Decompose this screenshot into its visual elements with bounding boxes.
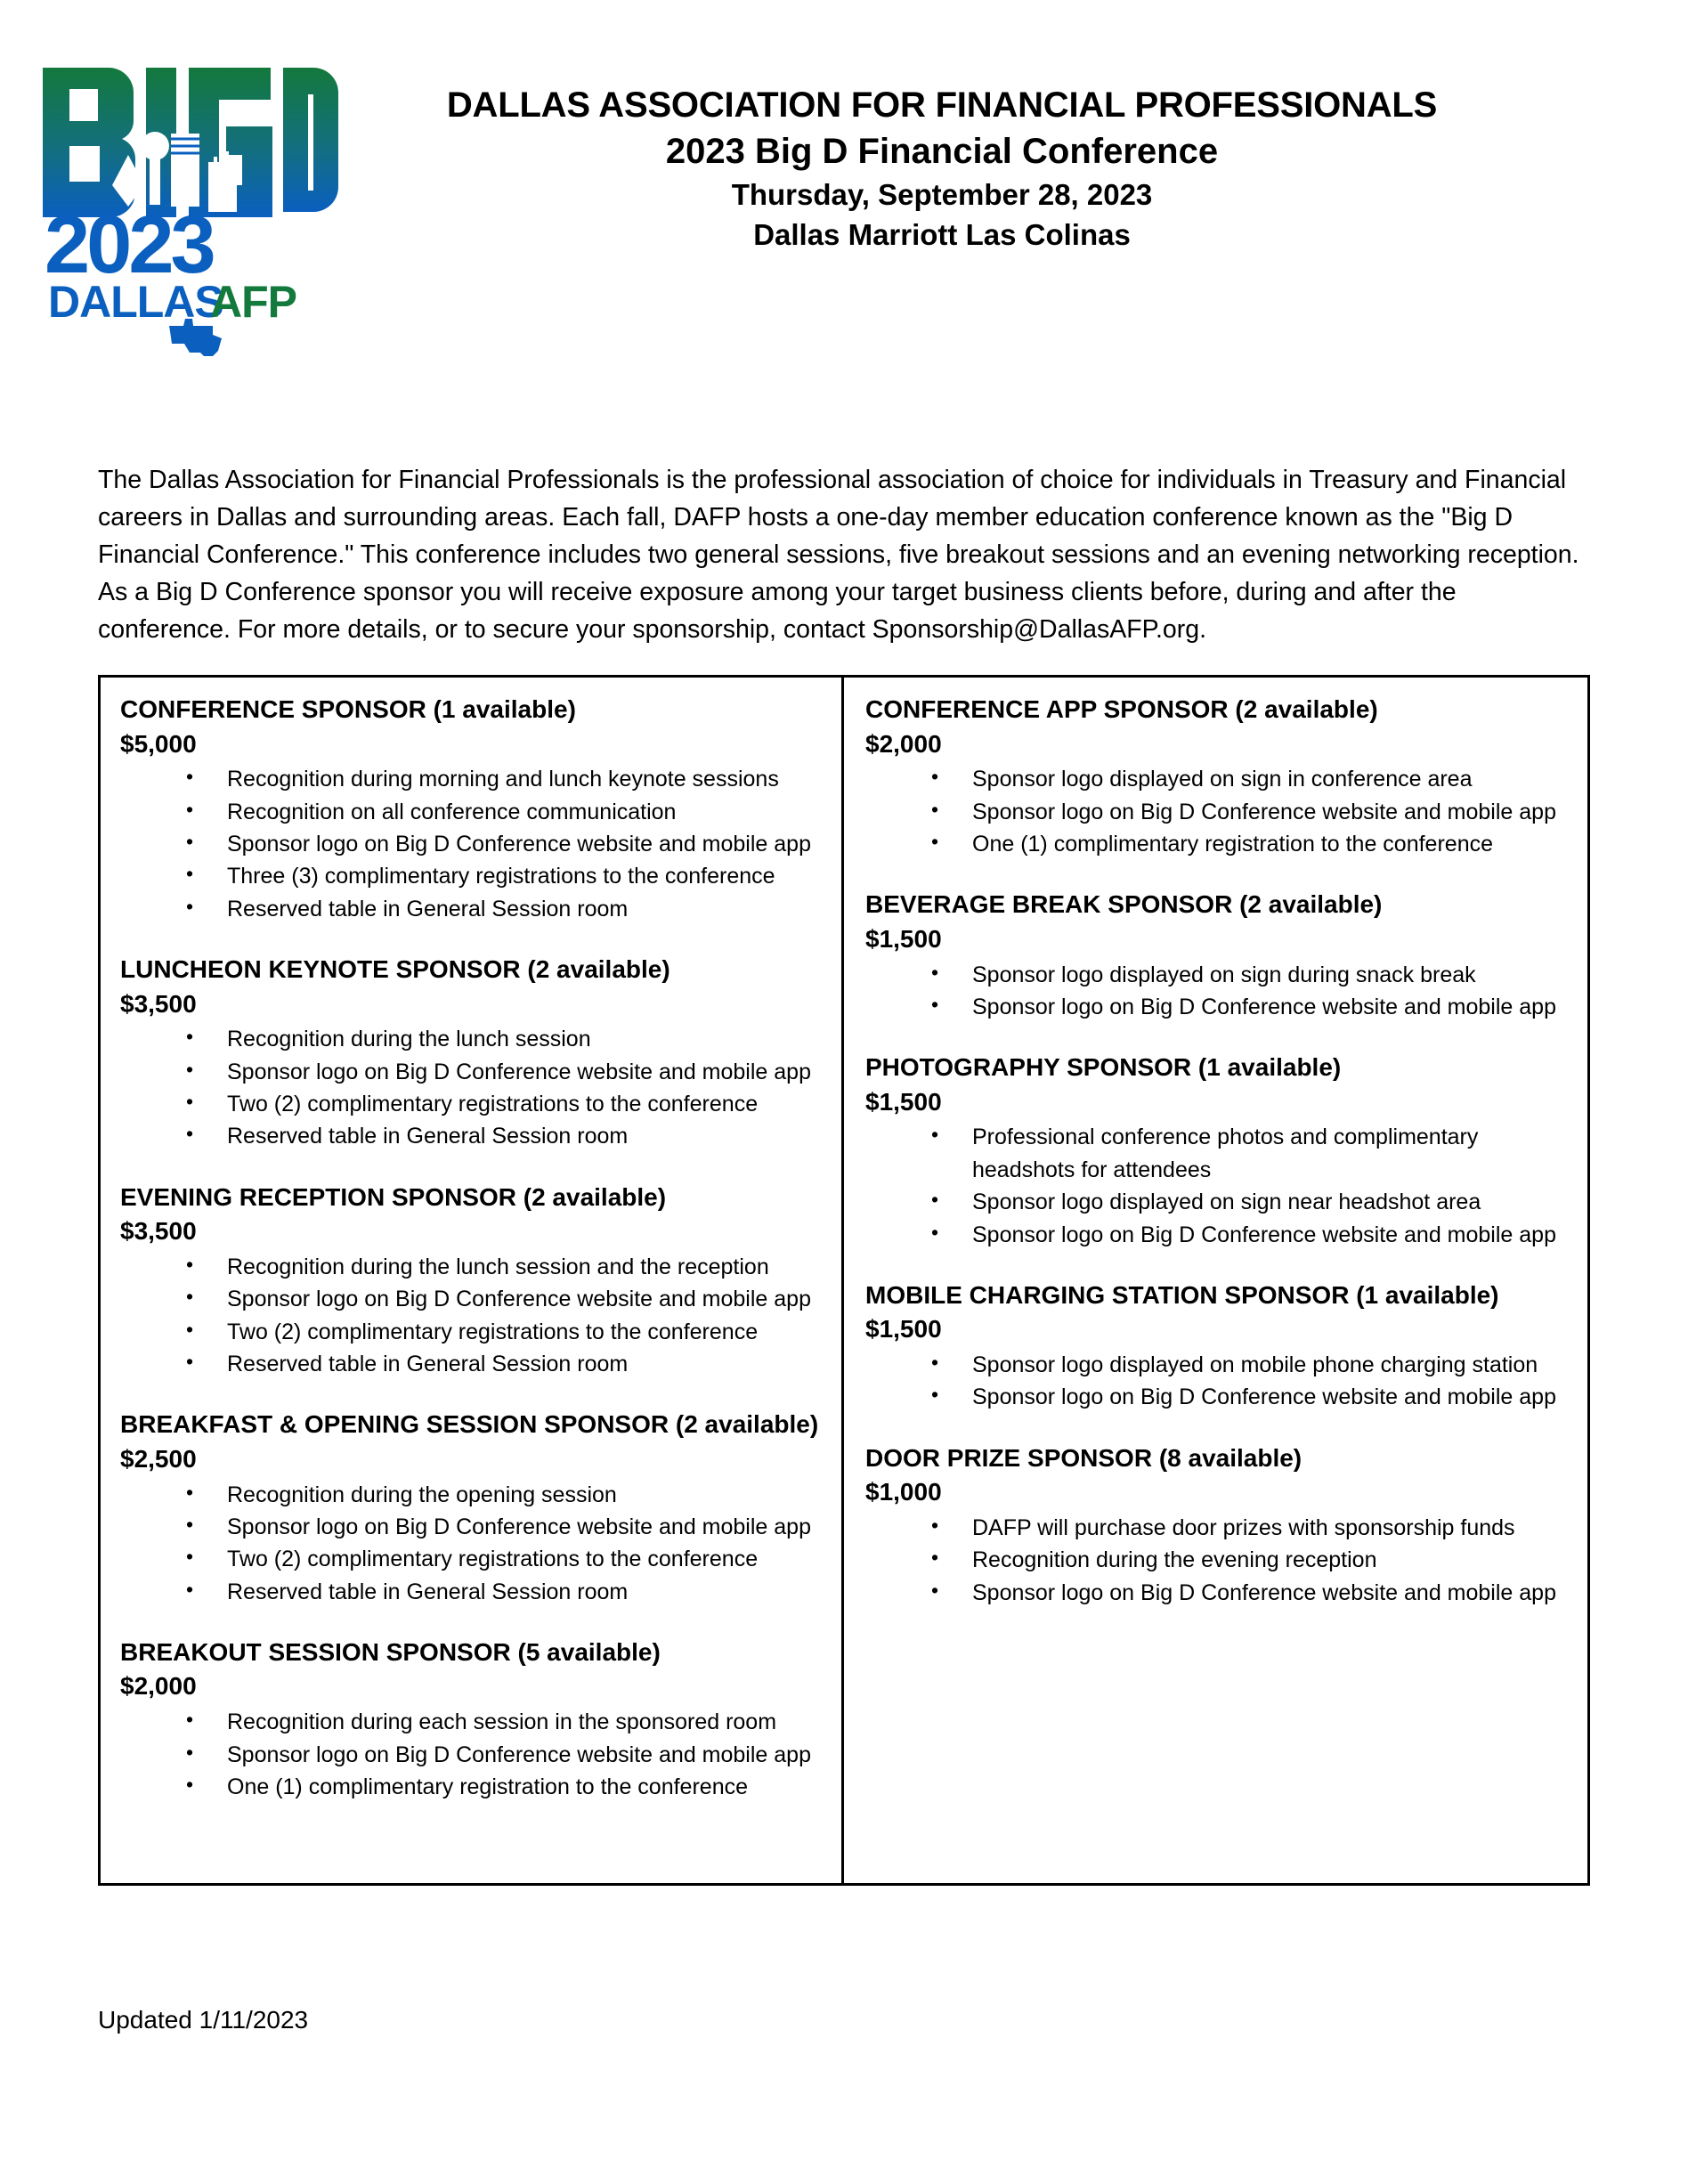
sponsor-tier bbox=[120, 1636, 832, 1803]
sponsor-benefit-item: • Sponsor logo on Big D Conference website and mobile app bbox=[931, 1381, 1578, 1413]
sponsor-tier bbox=[120, 1181, 832, 1381]
sponsor-benefit-list bbox=[865, 959, 1578, 1024]
sponsorship-left-column bbox=[101, 678, 844, 1883]
conference-date: Thursday, September 28, 2023 bbox=[731, 177, 1153, 211]
sponsor-tier-name: EVENING RECEPTION SPONSOR (2 available) bbox=[120, 1182, 667, 1211]
svg-text:2023: 2023 bbox=[45, 199, 213, 290]
sponsor-tier-name: BREAKFAST & OPENING SESSION SPONSOR (2 available) bbox=[120, 1410, 819, 1439]
sponsor-tier-name: DOOR PRIZE SPONSOR (8 available) bbox=[865, 1443, 1303, 1472]
sponsor-benefit-list bbox=[120, 1479, 832, 1609]
sponsor-benefit-item: • Sponsor logo displayed on sign in conference area bbox=[931, 763, 1578, 795]
sponsor-benefit-item: • Recognition during morning and lunch keynote sessions bbox=[186, 763, 832, 795]
document-header bbox=[0, 0, 1688, 356]
sponsor-benefit-item: • DAFP will purchase door prizes with sponsorship funds bbox=[931, 1512, 1578, 1544]
sponsor-benefit-item: • Sponsor logo on Big D Conference website and mobile app bbox=[186, 1511, 832, 1543]
svg-text:DALLAS: DALLAS bbox=[48, 277, 223, 327]
sponsor-benefit-list bbox=[865, 1349, 1578, 1414]
sponsor-benefit-item: • Sponsor logo on Big D Conference website and mobile app bbox=[931, 796, 1578, 828]
sponsor-benefit-list bbox=[120, 763, 832, 925]
sponsor-benefit-item: • Sponsor logo on Big D Conference website and mobile app bbox=[186, 1056, 832, 1088]
dallas-afp-logo bbox=[0, 62, 356, 356]
sponsor-tier-price: $5,000 bbox=[120, 729, 197, 758]
sponsor-tier-price: $3,500 bbox=[120, 989, 197, 1018]
sponsor-benefit-item: • Recognition during each session in the sponsored room bbox=[186, 1706, 832, 1738]
sponsor-tier-price: $1,500 bbox=[865, 1087, 942, 1116]
conference-title-block bbox=[356, 62, 1688, 256]
sponsor-benefit-list bbox=[120, 1706, 832, 1803]
sponsor-benefit-item: • Sponsor logo displayed on mobile phone charging station bbox=[931, 1349, 1578, 1381]
sponsor-benefit-item: • One (1) complimentary registration to the conference bbox=[931, 828, 1578, 860]
sponsor-tier bbox=[865, 1051, 1578, 1251]
sponsor-tier-price: $3,500 bbox=[120, 1217, 197, 1246]
sponsor-tier-name: BREAKOUT SESSION SPONSOR (5 available) bbox=[120, 1638, 661, 1667]
sponsor-benefit-item: • Sponsor logo on Big D Conference website and mobile app bbox=[931, 1577, 1578, 1609]
sponsor-benefit-list bbox=[120, 1023, 832, 1153]
organization-name: DALLAS ASSOCIATION FOR FINANCIAL PROFESSIONALS bbox=[446, 85, 1438, 125]
sponsor-benefit-item: • Reserved table in General Session room bbox=[186, 1576, 832, 1608]
sponsor-benefit-list bbox=[120, 1251, 832, 1381]
sponsor-benefit-item: • Recognition during the evening reception bbox=[931, 1544, 1578, 1576]
sponsor-tier bbox=[865, 1279, 1578, 1414]
intro-paragraph: The Dallas Association for Financial Professionals is the professional association of choice for individuals in Treasury and Financial careers in Dallas and surrounding areas. Each fall, DAFP hosts a one-day member education conference known as the "Big D Financial Conference." This conference includes two general sessions, five breakout sessions and an evening networking reception. As a Big D Conference sponsor you will receive exposure among your target business clients before, during and after the conference. For more details, or to secure your sponsorship, contact Sponsorship@DallasAFP.org. bbox=[98, 466, 1579, 645]
sponsor-tier bbox=[120, 694, 832, 925]
sponsor-benefit-item: • Two (2) complimentary registrations to the conference bbox=[186, 1543, 832, 1575]
sponsorship-right-column bbox=[844, 678, 1587, 1883]
sponsor-tier-name: MOBILE CHARGING STATION SPONSOR (1 available) bbox=[865, 1280, 1499, 1309]
sponsor-benefit-item: • Recognition during the lunch session bbox=[186, 1023, 832, 1055]
big-d-2023-logo-graphic bbox=[36, 62, 338, 356]
sponsor-benefit-item: • Sponsor logo on Big D Conference website and mobile app bbox=[186, 1283, 832, 1315]
sponsor-benefit-list bbox=[865, 1121, 1578, 1251]
sponsor-benefit-item: • Reserved table in General Session room bbox=[186, 893, 832, 925]
sponsor-tier bbox=[865, 1442, 1578, 1609]
sponsor-benefit-item: • Two (2) complimentary registrations to the conference bbox=[186, 1316, 832, 1348]
sponsor-benefit-list bbox=[865, 1512, 1578, 1609]
sponsor-tier-price: $1,500 bbox=[865, 924, 942, 953]
sponsor-tier-price: $1,000 bbox=[865, 1478, 942, 1506]
sponsor-benefit-item: • Recognition during the opening session bbox=[186, 1479, 832, 1511]
sponsor-tier-name: LUNCHEON KEYNOTE SPONSOR (2 available) bbox=[120, 955, 670, 984]
sponsor-benefit-item: • Sponsor logo on Big D Conference website and mobile app bbox=[931, 1219, 1578, 1251]
sponsor-benefit-item: • Sponsor logo displayed on sign during snack break bbox=[931, 959, 1578, 991]
sponsor-tier-price: $2,500 bbox=[120, 1444, 197, 1473]
sponsor-benefit-item: • Sponsor logo displayed on sign near headshot area bbox=[931, 1186, 1578, 1218]
sponsor-tier bbox=[120, 1409, 832, 1608]
sponsor-benefit-item: • Recognition on all conference communication bbox=[186, 796, 832, 828]
sponsor-tier-name: BEVERAGE BREAK SPONSOR (2 available) bbox=[865, 890, 1383, 919]
sponsor-tier bbox=[865, 694, 1578, 860]
sponsor-tier-name: CONFERENCE SPONSOR (1 available) bbox=[120, 695, 576, 724]
sponsor-tier-name: PHOTOGRAPHY SPONSOR (1 available) bbox=[865, 1053, 1342, 1082]
sponsor-benefit-item: • Professional conference photos and complimentary headshots for attendees bbox=[931, 1121, 1578, 1186]
sponsor-benefit-item: • Sponsor logo on Big D Conference website and mobile app bbox=[186, 1739, 832, 1771]
sponsorship-levels-table bbox=[98, 675, 1590, 1886]
sponsor-tier-price: $1,500 bbox=[865, 1315, 942, 1344]
sponsor-tier bbox=[865, 889, 1578, 1023]
sponsor-tier bbox=[120, 954, 832, 1153]
sponsor-tier-price: $2,000 bbox=[120, 1672, 197, 1701]
sponsor-benefit-item: • Recognition during the lunch session and the reception bbox=[186, 1251, 832, 1283]
sponsor-tier-price: $2,000 bbox=[865, 729, 942, 758]
sponsor-benefit-item: • One (1) complimentary registration to the conference bbox=[186, 1771, 832, 1803]
conference-venue: Dallas Marriott Las Colinas bbox=[753, 217, 1131, 251]
sponsor-benefit-list bbox=[865, 763, 1578, 860]
svg-text:AFP: AFP bbox=[210, 277, 296, 327]
sponsor-benefit-item: • Sponsor logo on Big D Conference website and mobile app bbox=[931, 991, 1578, 1023]
sponsor-benefit-item: • Three (3) complimentary registrations to the conference bbox=[186, 860, 832, 892]
conference-name: 2023 Big D Financial Conference bbox=[665, 132, 1219, 171]
sponsor-benefit-item: • Reserved table in General Session room bbox=[186, 1120, 832, 1152]
updated-date: Updated 1/11/2023 bbox=[98, 2006, 309, 2034]
sponsor-benefit-item: • Two (2) complimentary registrations to the conference bbox=[186, 1088, 832, 1120]
sponsor-benefit-item: • Reserved table in General Session room bbox=[186, 1348, 832, 1380]
sponsor-tier-name: CONFERENCE APP SPONSOR (2 available) bbox=[865, 695, 1378, 724]
sponsor-benefit-item: • Sponsor logo on Big D Conference website and mobile app bbox=[186, 828, 832, 860]
